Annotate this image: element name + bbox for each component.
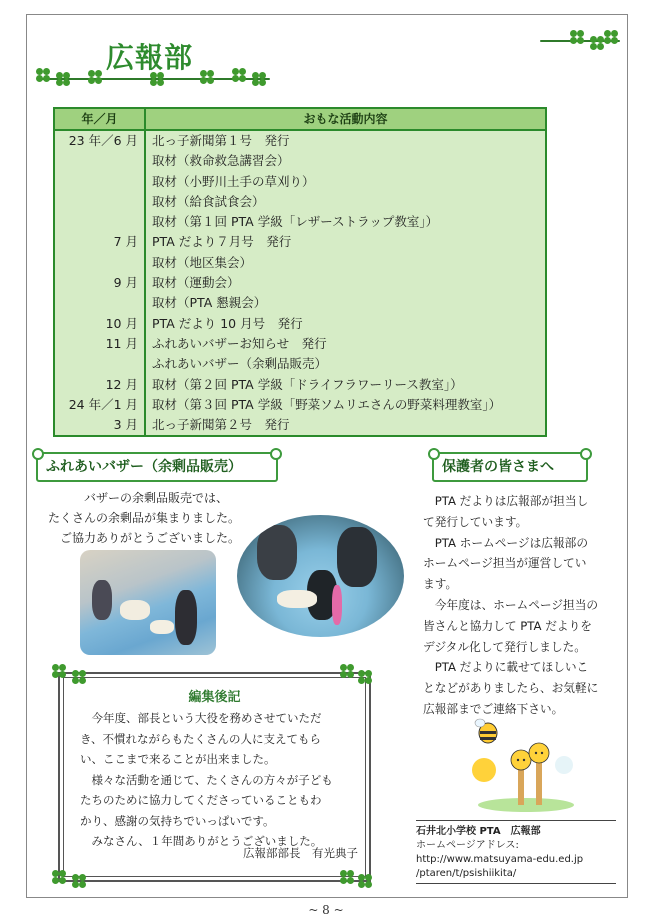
row-activity: ふれあいバザーお知らせ 発行: [152, 335, 327, 351]
row-month: [55, 212, 146, 232]
clover-icon: [52, 664, 66, 678]
table-row: [55, 395, 545, 415]
clover-icon: [570, 30, 584, 44]
table-row: [55, 232, 545, 252]
clover-icon: [36, 68, 50, 82]
row-activity: 北っ子新聞第２号 発行: [152, 417, 290, 433]
bazaar-heading: ふれあいバザー（余剰品販売）: [36, 452, 278, 482]
header-activity: おもな活動内容: [303, 112, 388, 126]
clover-icon: [56, 72, 70, 86]
row-month: [55, 253, 146, 273]
clover-icon: [52, 870, 66, 884]
bee-icon: [475, 719, 497, 743]
row-activity: ふれあいバザー（余剰品販売）: [152, 356, 328, 372]
row-activity: 取材（給食試食会）: [152, 193, 265, 209]
table-row: [55, 375, 545, 395]
row-activity: 取材（PTA 懇親会）: [152, 295, 267, 311]
row-activity: 北っ子新聞第１号 発行: [152, 133, 290, 148]
clover-icon: [340, 870, 354, 884]
table-row: [55, 253, 545, 273]
clover-icon: [252, 72, 266, 86]
row-activity: 取材（小野川土手の草刈り）: [152, 173, 315, 189]
row-month: [55, 354, 146, 374]
header-month: 年／月: [55, 109, 146, 129]
table-row: [55, 293, 545, 313]
row-activity: 取材（第１回 PTA 学級「レザーストラップ教室」）: [152, 214, 439, 230]
row-month: 7 月: [113, 234, 138, 250]
clover-icon: [340, 664, 354, 678]
row-month: [55, 293, 146, 313]
sun-icon: [472, 758, 496, 782]
parents-text: PTA だよりは広報部が担当し て発行しています。 PTA ホームページは広報部の ホームページ担当が運営してい ます。 今年度は、ホームページ担当の 皆さんと協力して PTA だよりを デジタル化して発行しました。 PTA だよりに載せてほしいこ となどがありましたら、お気軽に 広報部までご連絡下さい。: [423, 494, 599, 716]
row-activity: 取材（地区集会）: [152, 254, 253, 270]
row-month: [55, 192, 146, 212]
homepage-url-line-2[interactable]: /ptaren/t/psishiikita/: [416, 868, 517, 879]
clover-icon: [72, 874, 86, 888]
bazaar-photo-2: [237, 515, 404, 637]
table-header: [55, 109, 545, 131]
contact-info: [416, 820, 616, 884]
clover-icon: [358, 874, 372, 888]
homepage-label: ホームページアドレス:: [416, 840, 519, 851]
bazaar-text: バザーの余剰品販売では、 たくさんの余剰品が集まりました。 ご協力ありがとうございました。: [47, 491, 240, 545]
row-month: 12 月: [105, 376, 138, 392]
clover-icon: [200, 70, 214, 84]
row-month: [55, 172, 146, 192]
row-month: 3 月: [113, 417, 138, 433]
row-activity: PTA だより７月号 発行: [152, 234, 292, 250]
editor-notes-text: 今年度、部長という大役を務めさせていただ き、不慣れながらもたくさんの人に支えてもら い、ここまで来ることが出来ました。 様々な活動を通じて、たくさんの方々が子ども たちのために協力してくださっていることもわ かり、感謝の気持ちでいっぱいです。 みなさん、１年間ありがとうございました。: [80, 711, 333, 848]
bee-illustration: [466, 715, 576, 815]
row-month: 9 月: [113, 275, 138, 291]
parents-heading: 保護者の皆さまへ: [432, 452, 588, 482]
homepage-url-line-1[interactable]: http://www.matsuyama-edu.ed.jp: [416, 854, 584, 865]
clover-icon: [72, 670, 86, 684]
editor-notes-heading: 編集後記: [188, 690, 241, 705]
row-month: 24 年／1 月: [68, 396, 138, 412]
table-body: [55, 131, 545, 435]
activity-table: [53, 107, 547, 437]
table-row: [55, 354, 545, 374]
editor-signature: 広報部部長 有光典子: [243, 846, 358, 860]
clover-icon: [590, 36, 604, 50]
row-activity: 取材（運動会）: [152, 275, 240, 291]
page-title: 広報部: [106, 41, 194, 74]
row-activity: 取材（救命救急講習会）: [152, 153, 290, 169]
table-row: [55, 212, 545, 232]
clover-icon: [358, 670, 372, 684]
row-activity: 取材（第２回 PTA 学級「ドライフラワーリース教室」）: [152, 376, 463, 392]
row-month: [55, 151, 146, 171]
table-row: [55, 273, 545, 293]
table-row: [55, 172, 545, 192]
table-row: [55, 314, 545, 334]
row-activity: 取材（第３回 PTA 学級「野菜ソムリエさんの野菜料理教室」）: [152, 396, 502, 412]
row-month: 11 月: [105, 335, 138, 351]
table-row: [55, 334, 545, 354]
table-row: [55, 192, 545, 212]
clover-icon: [88, 70, 102, 84]
bazaar-photo-1: [80, 550, 216, 655]
table-row: [55, 415, 545, 435]
clover-icon: [232, 68, 246, 82]
clover-icon: [604, 30, 618, 44]
table-row: [55, 131, 545, 151]
row-activity: PTA だより 10 月号 発行: [152, 315, 303, 331]
row-month: 10 月: [105, 315, 138, 331]
org-name: 石井北小学校 PTA 広報部: [416, 826, 541, 837]
table-row: [55, 151, 545, 171]
row-month: 23 年／6 月: [68, 133, 138, 148]
page-number: ~ 8 ~: [308, 903, 344, 917]
